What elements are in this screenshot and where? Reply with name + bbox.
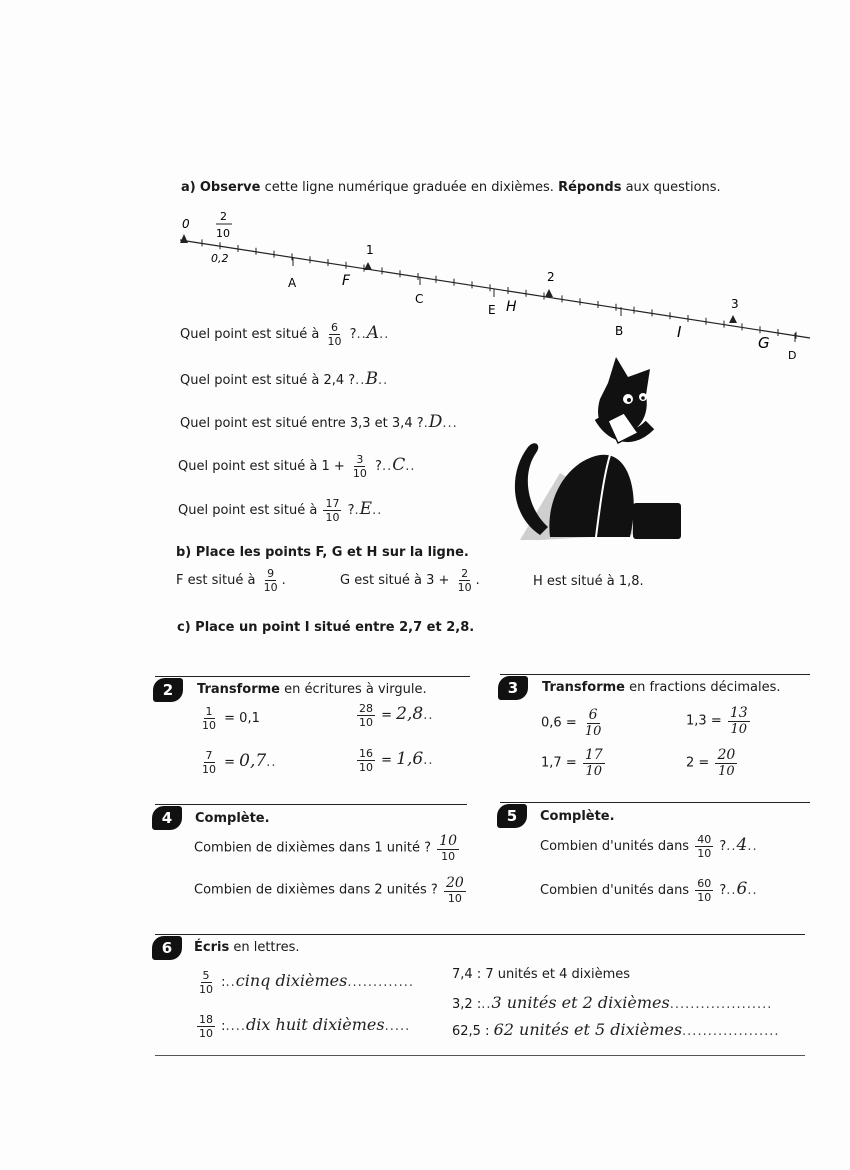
ex2-badge: 2: [153, 678, 183, 702]
ex3-title: Transforme en fractions décimales.: [542, 680, 781, 695]
point-F: F: [342, 273, 351, 289]
start-marker: [180, 234, 188, 243]
ex4-q2: Combien de dixièmes dans 2 unités ? $\frac{20}{10}$: [194, 875, 464, 905]
ex3-item-1: 0,6 = $\frac{6}{10}$: [541, 707, 602, 739]
ex2-item-1: $\frac{1}{10}$ = 0,1: [202, 705, 260, 732]
question-5-fraction: $\frac{17}{10}$: [325, 497, 340, 524]
section-b-h: H est situé à 1,8.: [533, 574, 644, 589]
point-G: G: [758, 334, 770, 352]
ex6-title: Écris en lettres.: [194, 940, 300, 955]
major-marker-3: [729, 315, 737, 323]
major-label-2: 2: [547, 270, 555, 284]
ex6-left-1: $\frac{5}{10}$ :..cinq dixièmes.............: [199, 969, 415, 996]
question-5: Quel point est situé à $\frac{17}{10}$ ?.E..: [178, 497, 383, 524]
major-label-3: 3: [731, 297, 739, 311]
ex6-bottom-rule: [155, 1055, 805, 1056]
question-1: Quel point est situé à $\frac{6}{10}$ ?..A..: [180, 321, 390, 348]
point-E: E: [488, 303, 496, 317]
ex2-item-3: $\frac{7}{10}$ = 0,7..: [202, 749, 277, 776]
frac-label-den: 10: [216, 227, 230, 240]
ex5-q2: Combien d'unités dans $\frac{60}{10}$ ?..6..: [540, 877, 758, 904]
ex2-title: Transforme en écritures à virgule.: [197, 682, 427, 697]
ex5-top-rule: [500, 802, 810, 803]
cat-illustration: [500, 355, 700, 550]
ex3-item-3: 1,7 = $\frac{17}{10}$: [541, 747, 603, 779]
point-A: A: [288, 276, 297, 290]
section-b-f: F est situé à $\frac{9}{10}$ .: [176, 567, 286, 594]
major-marker-1: [364, 262, 372, 270]
ex6-left-2: $\frac{18}{10}$ :....dix huit dixièmes.....: [199, 1013, 411, 1040]
ex6-top-rule: [155, 934, 805, 935]
point-H: H: [506, 299, 517, 315]
ex2-item-2: $\frac{28}{10}$ = 2,8..: [359, 702, 434, 729]
section-c-title: c) Place un point I situé entre 2,7 et 2,8.: [177, 620, 475, 635]
question-1-fraction: $\frac{6}{10}$: [327, 321, 342, 348]
answer-5: E: [359, 499, 373, 519]
ex4-q1: Combien de dixièmes dans 1 unité ? $\frac{10}{10}$: [194, 833, 457, 863]
answer-4: C: [392, 455, 406, 475]
ex4-badge: 4: [152, 806, 182, 830]
question-2: Quel point est situé à 2,4 ?..B..: [180, 369, 389, 389]
section-a-instruction: a) Observe cette ligne numérique graduée en dixièmes. Réponds aux questions.: [181, 180, 721, 195]
major-label-1: 1: [366, 243, 374, 257]
ex3-item-4: 2 = $\frac{20}{10}$: [686, 747, 736, 779]
f-fraction: $\frac{9}{10}$: [263, 567, 278, 594]
section-b-g: G est situé à 3 + $\frac{2}{10}$ .: [340, 567, 480, 594]
major-marker-2: [545, 289, 553, 297]
answer-2: B: [365, 369, 378, 389]
g-fraction: $\frac{2}{10}$: [457, 567, 472, 594]
ex2-item-4: $\frac{16}{10}$ = 1,6..: [359, 747, 434, 774]
ex3-top-rule: [500, 674, 810, 675]
number-line: [0, 0, 850, 380]
point-B: B: [615, 324, 624, 338]
ex3-item-2: 1,3 = $\frac{13}{10}$: [686, 705, 748, 737]
question-4: Quel point est situé à 1 + $\frac{3}{10}$ ?..C..: [178, 453, 416, 480]
ex6-right-3: 62,5 : 62 unités et 5 dixièmes...................: [452, 1020, 780, 1039]
ex3-badge: 3: [498, 676, 528, 700]
ex6-right-2: 3,2 :..3 unités et 2 dixièmes....................: [452, 993, 773, 1012]
ex5-title: Complète.: [540, 809, 615, 824]
question-3: Quel point est situé entre 3,3 et 3,4 ?.D...: [180, 412, 458, 432]
ex2-top-rule: [155, 676, 470, 677]
start-label: 0: [182, 217, 190, 231]
section-b-title: b) Place les points F, G et H sur la ligne.: [176, 545, 469, 560]
ex5-q1: Combien d'unités dans $\frac{40}{10}$ ?..4..: [540, 833, 758, 860]
ex4-top-rule: [155, 804, 467, 805]
ex5-badge: 5: [497, 804, 527, 828]
decimal-label: 0,2: [211, 252, 229, 265]
answer-1: A: [366, 323, 380, 343]
ex4-title: Complète.: [195, 811, 270, 826]
point-I: I: [677, 323, 682, 341]
ex6-badge: 6: [152, 936, 182, 960]
frac-label-num: 2: [220, 210, 227, 223]
ex6-right-1: 7,4 : 7 unités et 4 dixièmes: [452, 967, 631, 982]
question-4-fraction: $\frac{3}{10}$: [352, 453, 367, 480]
point-C: C: [415, 292, 424, 306]
point-D: D: [788, 349, 797, 362]
answer-3: D: [428, 412, 443, 432]
